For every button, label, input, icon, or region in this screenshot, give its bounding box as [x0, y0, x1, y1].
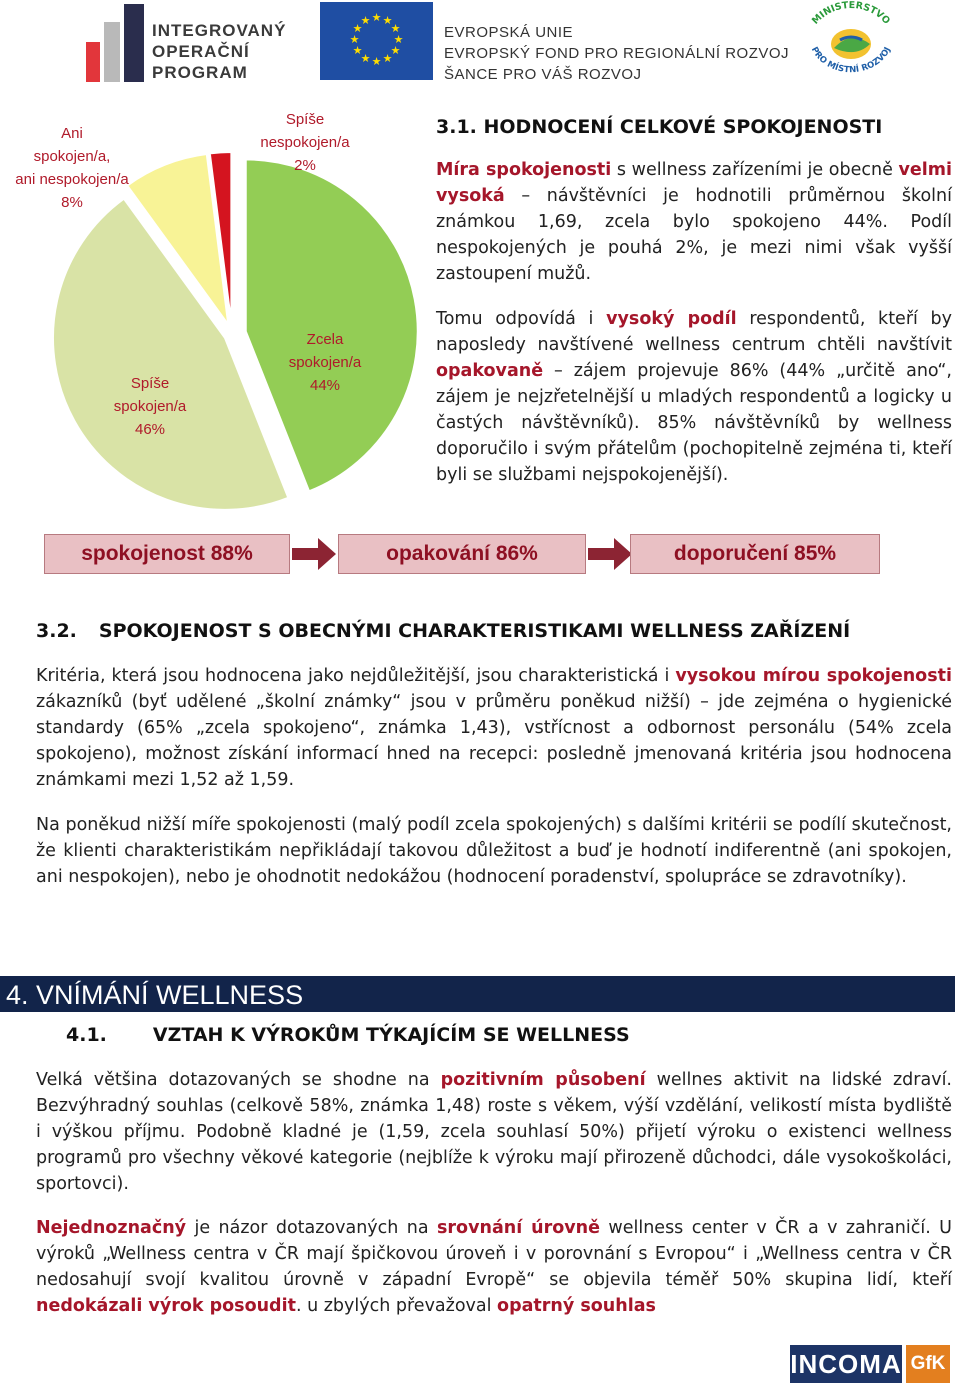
section-4-1-paragraph-1: Velká většina dotazovaných se shodne na pozitivním působení wellnes aktivit na lidské zdraví. Bezvýhradný souhlas (celkově 58%, známka 1,48) roste s věkem, výší vzdělání, velikostí místa bydliště i výškou příjmu. Podobně kladné je (1,59, zcela souhlasí 50%) přijetí výroku o existenci wellness programů pro všechny věkové kategorie (nejblíže k výroku mají přirozeně důchodci, dále vysokoškoláci, sportovci).: [36, 1070, 952, 1194]
svg-text:★: ★: [352, 22, 363, 35]
section-4-1-heading: 4.1. VZTAH K VÝROKŮM TÝKAJÍCÍM SE WELLNESS: [66, 1024, 630, 1046]
pie-label-ani: Ani spokojen/a, ani nespokojen/a 8%: [15, 125, 129, 211]
pie-label-nespokojen: Spíše nespokojen/a 2%: [260, 111, 350, 174]
mmr-logo: [796, 0, 906, 82]
flow-box-doporuceni: doporučení 85%: [630, 534, 880, 574]
section-3-2-heading: 3.2. SPOKOJENOST S OBECNÝMI CHARAKTERISTIKAMI WELLNESS ZAŘÍZENÍ: [36, 620, 851, 642]
svg-text:★: ★: [393, 33, 404, 46]
chapter-4-title: 4. VNÍMÁNÍ WELLNESS: [0, 976, 955, 1012]
svg-text:★: ★: [371, 55, 382, 68]
iop-logo-blocks: [86, 4, 146, 82]
svg-text:★: ★: [360, 52, 371, 65]
flow-arrow-icon: [292, 534, 338, 574]
svg-text:★: ★: [390, 44, 401, 57]
mmr-top-text: MINISTERSTVO: [810, 0, 892, 27]
pie-slice-zcela: [246, 159, 418, 491]
satisfaction-pie-chart: [0, 84, 430, 529]
svg-text:★: ★: [390, 22, 401, 35]
incoma-gfk-logo: [790, 1345, 950, 1383]
svg-text:★: ★: [349, 33, 360, 46]
incoma-logo-text: INCOMA: [790, 1345, 902, 1383]
iop-logo-text: INTEGROVANÝ OPERAČNÍ PROGRAM: [152, 21, 287, 82]
svg-text:★: ★: [371, 11, 382, 24]
flow-box-opakovani: opakování 86%: [338, 534, 586, 574]
section-3-2-paragraph-2: Na poněkud nižší míře spokojenosti (malý podíl zcela spokojených) s dalšími kritérii se podílí skutečnost, že klienti charakteristikám nepřikládají takovou důležitost a buď je hodnotí indiferentně (ani spokojen, ani nespokojen), nebo je ohodnotit nedokážou (hodnocení poradenství, spolupráce se zdravotníky).: [36, 815, 952, 887]
pie-label-spise: Spíše spokojen/a 46%: [113, 375, 187, 438]
pie-label-zcela: Zcela spokojen/a 44%: [288, 331, 362, 394]
mmr-bottom-text: PRO MÍSTNÍ ROZVOJ: [808, 45, 894, 76]
flow-box-spokojenost: spokojenost 88%: [44, 534, 290, 574]
svg-text:★: ★: [382, 52, 393, 65]
svg-text:★: ★: [360, 14, 371, 27]
section-3-1-heading: 3.1. HODNOCENÍ CELKOVÉ SPOKOJENOSTI: [436, 116, 883, 138]
svg-text:★: ★: [382, 14, 393, 27]
section-4-1-paragraph-2: Nejednoznačný je názor dotazovaných na srovnání úrovně wellness center v ČR a v zahraničí. U výroků „Wellness centra v ČR mají špičkovou úroveň i v porovnání s Evropou“ i „Wellness centra v ČR nedosahují svojí kvalitou úrovně v západní Evropě“ se objevila téměř 50% skupina lidí, kteří nedokázali výrok posoudit. u zbylých převažoval opatrný souhlas: [36, 1218, 952, 1316]
section-3-1-paragraph-1: Míra spokojenosti s wellness zařízeními je obecně velmi vysoká – návštěvníci je hodnotili průměrnou školní známkou 1,69, zcela bylo spokojeno 44%. Podíl nespokojených je pouhá 2%, je mezi nimi však vyšší zastoupení mužů.: [436, 160, 952, 284]
eu-text: EVROPSKÁ UNIE EVROPSKÝ FOND PRO REGIONÁLNÍ ROZVOJ ŠANCE PRO VÁŠ ROZVOJ: [444, 24, 790, 83]
gfk-logo-text: GfK: [906, 1345, 950, 1383]
flow-arrow-icon: [588, 534, 634, 574]
svg-text:★: ★: [352, 44, 363, 57]
svg-text:MINISTERSTVO: [810, 0, 892, 27]
section-3-2-paragraph-1: Kritéria, která jsou hodnocena jako nejdůležitější, jsou charakteristická i vysokou mírou spokojenosti zákazníků (byť udělené „školní známky“ jsou v průměru poněkud nižší) – jde zejména o hygienické standardy (65% „zcela spokojeno“, známka 1,43), vstřícnost a odbornost personálu (54% zcela spokojeno), možnost získání informací hned na recepci: posledně jmenovaná kritéria jsou hodnocena známkami mezi 1,52 až 1,59.: [36, 666, 952, 790]
section-3-1-paragraph-2: Tomu odpovídá i vysoký podíl respondentů, kteří by naposledy navštívené wellness centrum chtěli navštívit opakovaně – zájem projevuje 86% (44% „určitě ano“, zájem je nejzřetelnější u mladých respondentů a logicky u častých návštěvníků). 85% návštěvníků by wellness doporučilo i svým přátelům (pochopitelně zejména ti, kteří byli se službami nejspokojenější).: [436, 309, 952, 485]
eu-flag-icon: [320, 2, 433, 80]
